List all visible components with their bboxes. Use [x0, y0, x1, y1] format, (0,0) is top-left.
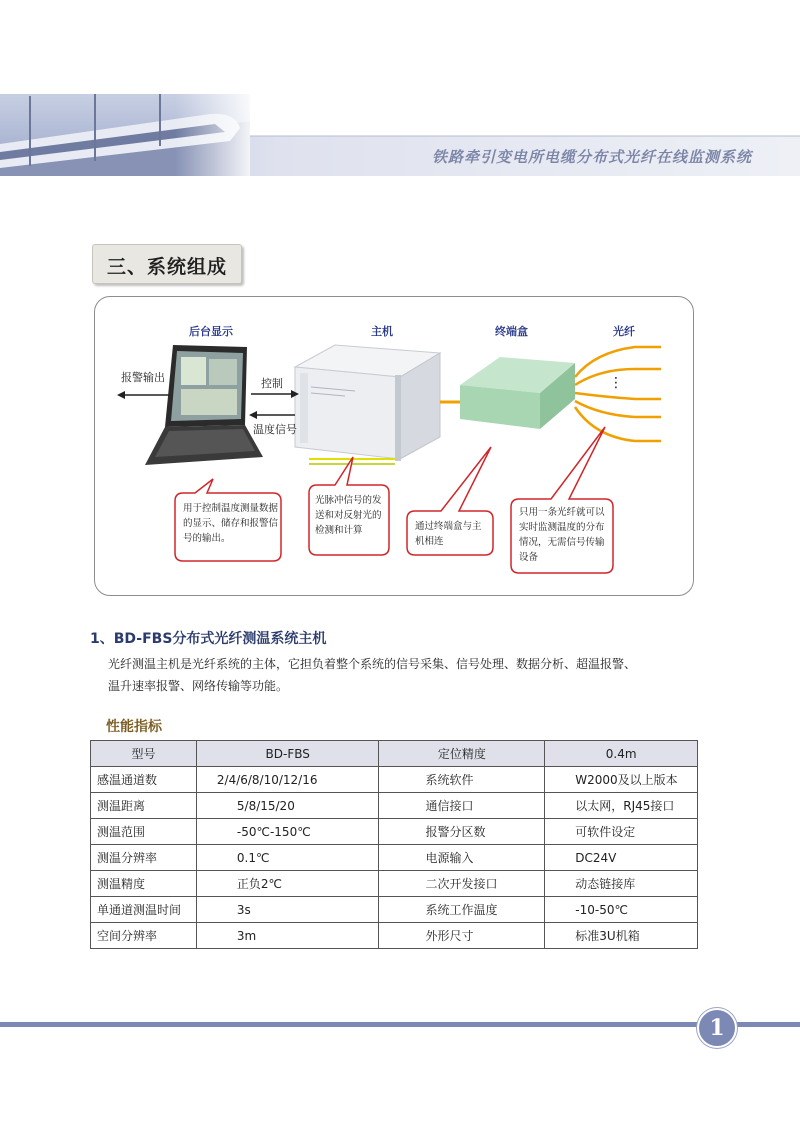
- table-cell: 3m: [196, 923, 379, 949]
- table-cell: 外形尺寸: [379, 923, 545, 949]
- table-cell: 0.1℃: [196, 845, 379, 871]
- alarm-arrow: [117, 391, 170, 399]
- section-title: 三、系统组成: [107, 256, 228, 278]
- table-cell: 报警分区数: [379, 819, 545, 845]
- table-cell: 测温精度: [91, 871, 197, 897]
- table-cell: 空间分辨率: [91, 923, 197, 949]
- table-cell: 感温通道数: [91, 767, 197, 793]
- table-cell: 型号: [91, 741, 197, 767]
- performance-title: 性能指标: [106, 719, 162, 735]
- table-cell: 动态链接库: [545, 871, 698, 897]
- bubble-line: 实时监测温度的分布: [519, 522, 605, 533]
- bubble-line: 通过终端盒与主: [415, 521, 482, 532]
- bubble-line: 机相连: [415, 536, 444, 547]
- bubble-display: [183, 501, 278, 546]
- table-cell: 2/4/6/8/10/12/16: [196, 767, 379, 793]
- label-display: 后台显示: [189, 325, 233, 338]
- table-cell: -50℃-150℃: [196, 819, 379, 845]
- subsection-title: 1、BD-FBS分布式光纤测温系统主机: [90, 631, 327, 647]
- table-header-row: [91, 741, 698, 767]
- table-cell: DC24V: [545, 845, 698, 871]
- table-cell: 系统软件: [379, 767, 545, 793]
- label-terminal: 终端盒: [495, 325, 528, 338]
- table-cell: 定位精度: [379, 741, 545, 767]
- host-unit-illustration: [295, 345, 440, 461]
- table-cell: 通信接口: [379, 793, 545, 819]
- temperature-signal-label: 温度信号: [253, 423, 297, 436]
- bubble-line: 设备: [519, 552, 539, 563]
- section-heading: [92, 244, 242, 284]
- table-cell: 二次开发接口: [379, 871, 545, 897]
- table-row: [91, 871, 698, 897]
- label-fiber: 光纤: [613, 325, 635, 338]
- label-host: 主机: [371, 325, 393, 338]
- table-cell: 测温分辨率: [91, 845, 197, 871]
- page-header: [0, 86, 800, 176]
- bubble-fiber: [519, 505, 605, 565]
- bubble-line: 用于控制温度测量数据: [183, 503, 279, 514]
- paragraph-line: 温升速率报警、网络传输等功能。: [108, 679, 289, 693]
- table-row: [91, 819, 698, 845]
- bubble-line: 号的输出。: [183, 533, 231, 544]
- table-row: [91, 767, 698, 793]
- table-cell: 以太网，RJ45接口: [545, 793, 698, 819]
- bubble-line: 只用一条光纤就可以: [519, 507, 605, 518]
- bubble-line: 送和对反射光的: [315, 510, 382, 521]
- table-cell: 3s: [196, 897, 379, 923]
- table-cell: 电源输入: [379, 845, 545, 871]
- performance-table: [90, 740, 698, 949]
- terminal-box-illustration: [460, 357, 575, 429]
- laptop-illustration: [145, 345, 263, 465]
- table-cell: 标准3U机箱: [545, 923, 698, 949]
- bubble-terminal: [415, 519, 482, 549]
- footer-rule: [0, 1020, 800, 1030]
- table-cell: 0.4m: [545, 741, 698, 767]
- table-cell: BD-FBS: [196, 741, 379, 767]
- fiber-dots: ⋮: [609, 375, 623, 391]
- bubble-line: 检测和计算: [315, 525, 363, 536]
- alarm-output-label: 报警输出: [121, 371, 165, 384]
- table-row: [91, 793, 698, 819]
- control-label: 控制: [261, 377, 283, 390]
- table-cell: -10-50℃: [545, 897, 698, 923]
- bubble-line: 情况，无需信号传输: [519, 537, 605, 548]
- bubble-line: 的显示、储存和报警信: [183, 518, 279, 529]
- table-cell: 测温距离: [91, 793, 197, 819]
- train-photo: [0, 86, 250, 176]
- description-paragraph: [108, 653, 708, 697]
- table-row: [91, 897, 698, 923]
- control-arrow: [251, 390, 299, 398]
- table-row: [91, 923, 698, 949]
- bubble-line: 光脉冲信号的发: [315, 495, 382, 506]
- table-cell: W2000及以上版本: [545, 767, 698, 793]
- system-diagram: [94, 296, 694, 596]
- table-cell: 单通道测温时间: [91, 897, 197, 923]
- header-title: 铁路牵引变电所电缆分布式光纤在线监测系统: [431, 148, 752, 166]
- page-number: 1: [697, 1008, 737, 1048]
- table-cell: 可软件设定: [545, 819, 698, 845]
- paragraph-line: 光纤测温主机是光纤系统的主体，它担负着整个系统的信号采集、信号处理、数据分析、超温报警、: [108, 657, 637, 671]
- table-cell: 正负2℃: [196, 871, 379, 897]
- table-cell: 5/8/15/20: [196, 793, 379, 819]
- fiber-lines: [575, 347, 661, 441]
- table-row: [91, 845, 698, 871]
- table-cell: 测温范围: [91, 819, 197, 845]
- temperature-arrow: [249, 411, 295, 419]
- bubble-host: [315, 493, 382, 538]
- table-cell: 系统工作温度: [379, 897, 545, 923]
